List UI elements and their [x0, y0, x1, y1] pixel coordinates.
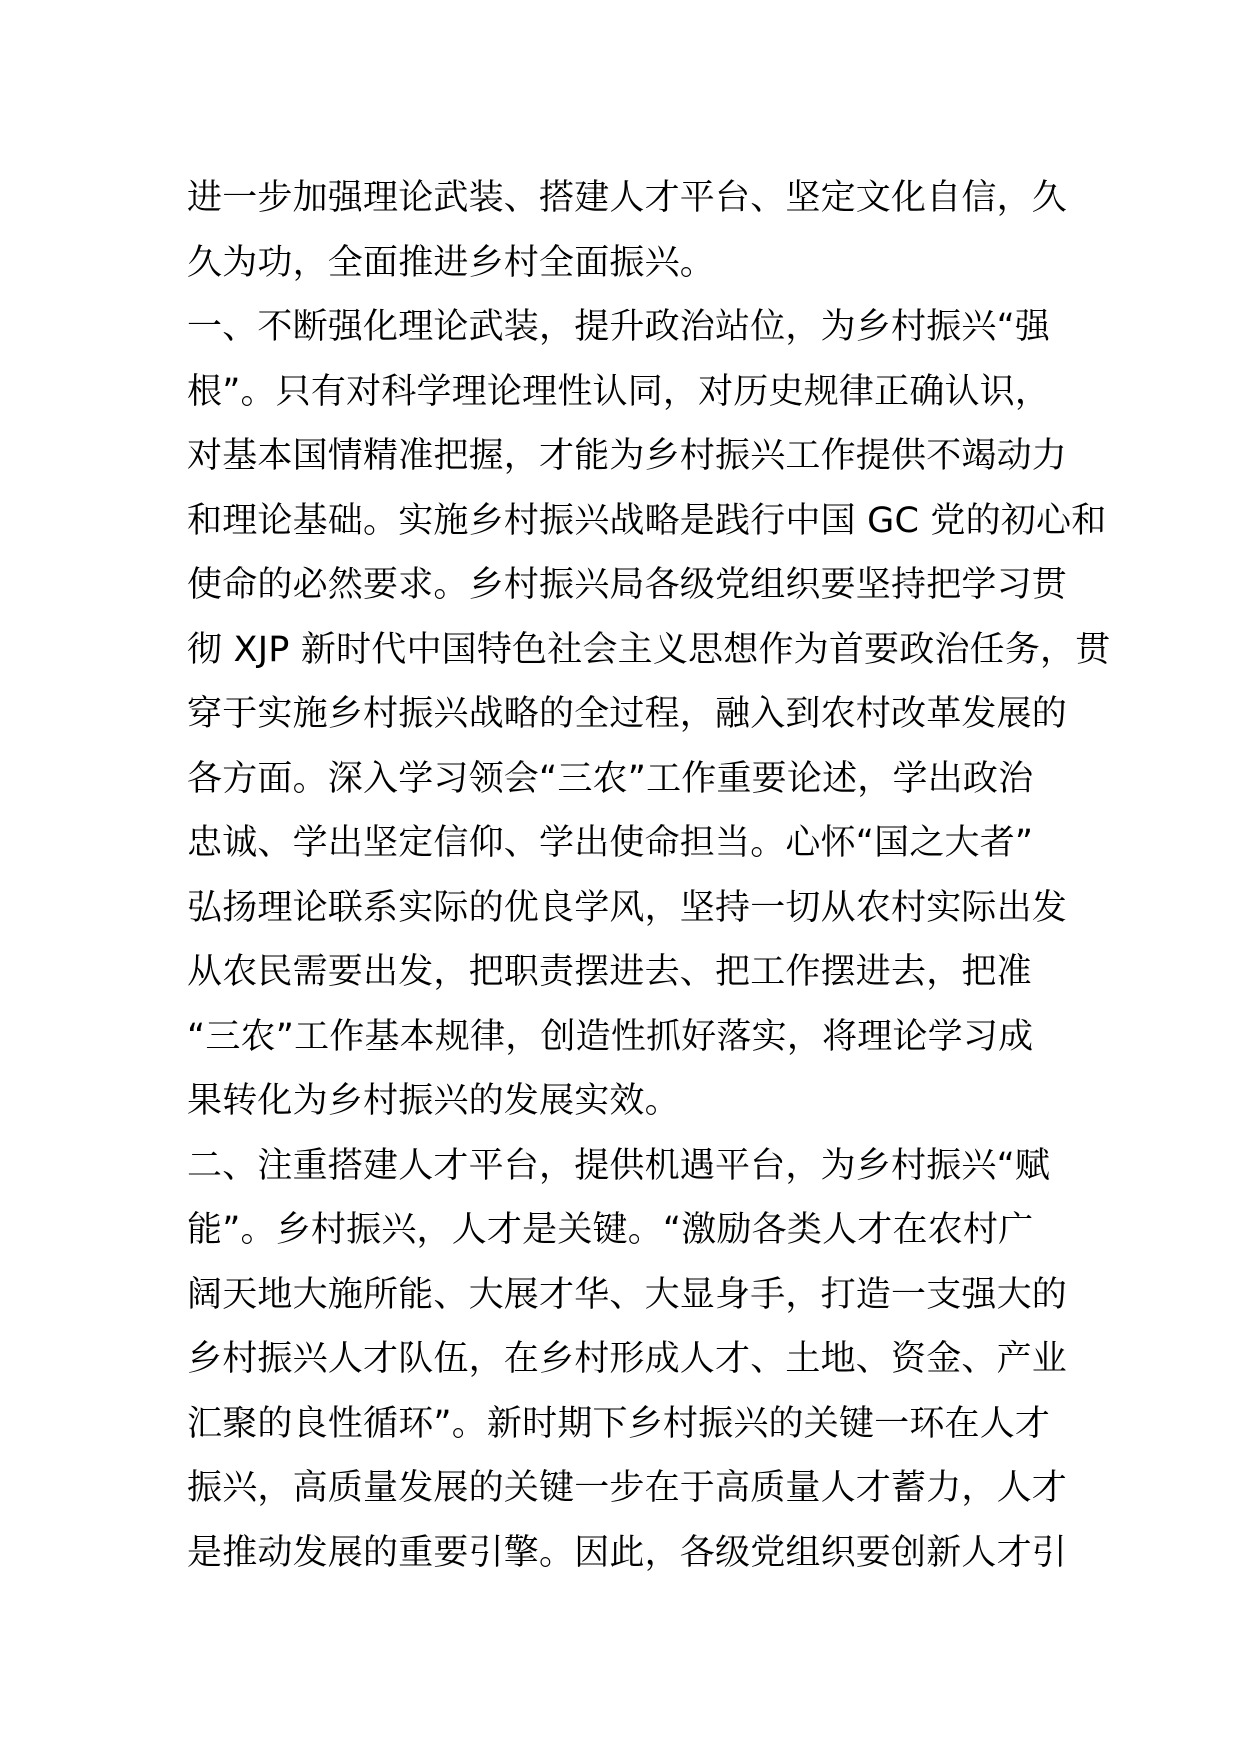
text-line: 各方面。深入学习领会“三农”工作重要论述，学出政治 — [187, 758, 1034, 799]
text-line: 穿于实施乡村振兴战略的全过程，融入到农村改革发展的 — [187, 694, 1068, 734]
text-line: 汇聚的良性循环”。新时期下乡村振兴的关键一环在人才 — [187, 1403, 1051, 1444]
text-line: 进一步加强理论武装、搭建人才平台、坚定文化自信，久 — [187, 178, 1068, 218]
body-text — [187, 166, 1111, 1585]
text-line: 根”。只有对科学理论理性认同，对历史规律正确认识， — [187, 371, 1051, 412]
text-line: 振兴，高质量发展的关键一步在于高质量人才蓄力，人才 — [187, 1468, 1068, 1508]
text-line: 对基本国情精准把握，才能为乡村振兴工作提供不竭动力 — [187, 436, 1068, 476]
text-line: 阔天地大施所能、大展才华、大显身手，打造一支强大的 — [187, 1274, 1068, 1315]
text-line: 从农民需要出发，把职责摆进去、把工作摆进去，把准 — [187, 952, 1032, 992]
text-line: 使命的必然要求。乡村振兴局各级党组织要坚持把学习贯 — [187, 565, 1068, 605]
text-line: 能”。乡村振兴，人才是关键。“激励各类人才在农村广 — [187, 1210, 1034, 1250]
text-line: 弘扬理论联系实际的优良学风，坚持一切从农村实际出发 — [187, 887, 1068, 928]
text-line: 果转化为乡村振兴的发展实效。 — [187, 1081, 680, 1121]
text-line: 乡村振兴人才队伍，在乡村形成人才、土地、资金、产业 — [187, 1339, 1068, 1379]
text-line: 彻 XJP 新时代中国特色社会主义思想作为首要政治任务，贯 — [187, 629, 1111, 670]
section-heading-line: 二、注重搭建人才平台，提供机遇平台，为乡村振兴“赋 — [187, 1145, 1051, 1186]
text-line: 忠诚、学出坚定信仰、学出使命担当。心怀“国之大者” — [187, 823, 1034, 863]
text-line: 和理论基础。实施乡村振兴战略是践行中国 GC 党的初心和 — [187, 500, 1107, 541]
section-heading-line: 一、不断强化理论武装，提升政治站位，为乡村振兴“强 — [187, 307, 1051, 347]
text-line: 是推动发展的重要引擎。因此，各级党组织要创新人才引 — [187, 1532, 1068, 1573]
text-line: 久为功，全面推进乡村全面振兴。 — [187, 242, 716, 283]
text-line: “三农”工作基本规律，创造性抓好落实，将理论学习成 — [187, 1016, 1034, 1057]
